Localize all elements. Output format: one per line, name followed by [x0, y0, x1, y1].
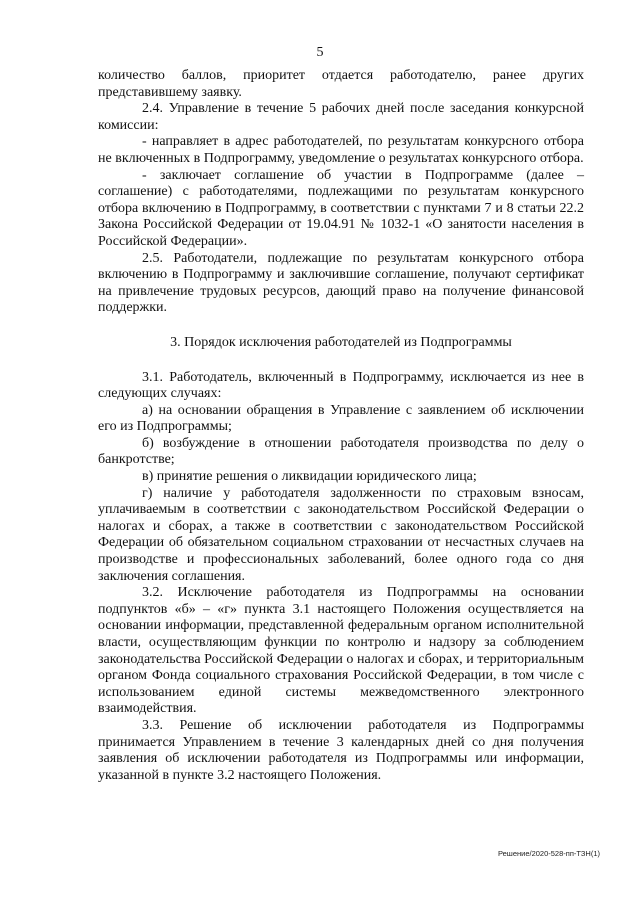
paragraph-2-4-item-1: - направляет в адрес работодателей, по результатам конкурсного отбора не включенных в Подпрограмму, уведомление о результатах конкурсного отбора. — [98, 134, 584, 166]
paragraph-3-1-b: б) возбуждение в отношении работодателя производства по делу о банкротстве; — [98, 435, 584, 468]
paragraph-3-3: 3.3. Решение об исключении работодателя из Подпрограммы принимается Управлением в течение 3 календарных дней со дня получения заявления об исключении работодателя из Подпрограммы или информации, указанной в пункте 3.2 настоящего Положения. — [98, 717, 584, 783]
paragraph-2-5: 2.5. Работодатели, подлежащие по результатам конкурсного отбора включению в Подпрограмму и заключившие соглашение, получают сертификат на привлечение трудовых ресурсов, дающий право на получение финансовой поддержки. — [98, 250, 584, 316]
paragraph-continuation: количество баллов, приоритет отдается работодателю, ранее других представившему заявку. — [98, 68, 584, 100]
page-number: 5 — [316, 45, 324, 60]
paragraph-3-1: 3.1. Работодатель, включенный в Подпрограмму, исключается из нее в следующих случаях: — [98, 369, 584, 402]
footer-document-code: Решение/2020-528-пп-ТЗН(1) — [497, 849, 600, 858]
paragraph-3-1-a: а) на основании обращения в Управление с заявлением об исключении его из Подпрограммы; — [98, 402, 584, 435]
paragraph-2-4: 2.4. Управление в течение 5 рабочих дней после заседания конкурсной комиссии: — [98, 101, 584, 133]
section-heading: 3. Порядок исключения работодателей из Подпрограммы — [170, 334, 512, 350]
document-body — [98, 68, 584, 784]
paragraph-3-2: 3.2. Исключение работодателя из Подпрограммы на основании подпунктов «б» – «г» пункта 3.1 настоящего Положения осуществляется на основании информации, представленной федеральным органом исполнительной власти, осуществляющим функции по контролю и надзору за соблюдением законодательства Российской Федерации о налогах и сборах, и территориальным органом Фонда социального страхования Российской Федерации, в том числе с использованием единой системы межведомственного электронного взаимодействия. — [98, 585, 584, 717]
paragraph-2-4-item-2: - заключает соглашение об участии в Подпрограмме (далее – соглашение) с работодателями, подлежащими по результатам конкурсного отбора включению в Подпрограмму, в соответствии с пунктами 7 и 8 статьи 22.2 Закона Российской Федерации от 19.04.91 № 1032-1 «О занятости населения в Российской Федерации». — [98, 167, 584, 249]
paragraph-3-1-g: г) наличие у работодателя задолженности по страховым взносам, уплачиваемым в соответствии с законодательством Российской Федерации о налогах и сборах, а также в соответствии с законодательством Российской Федерации об обязательном социальном страховании от несчастных случаев на производстве и профессиональных заболеваний, более одного года со дня заключения соглашения. — [98, 485, 584, 584]
paragraph-3-1-v: в) принятие решения о ликвидации юридического лица; — [142, 469, 477, 485]
